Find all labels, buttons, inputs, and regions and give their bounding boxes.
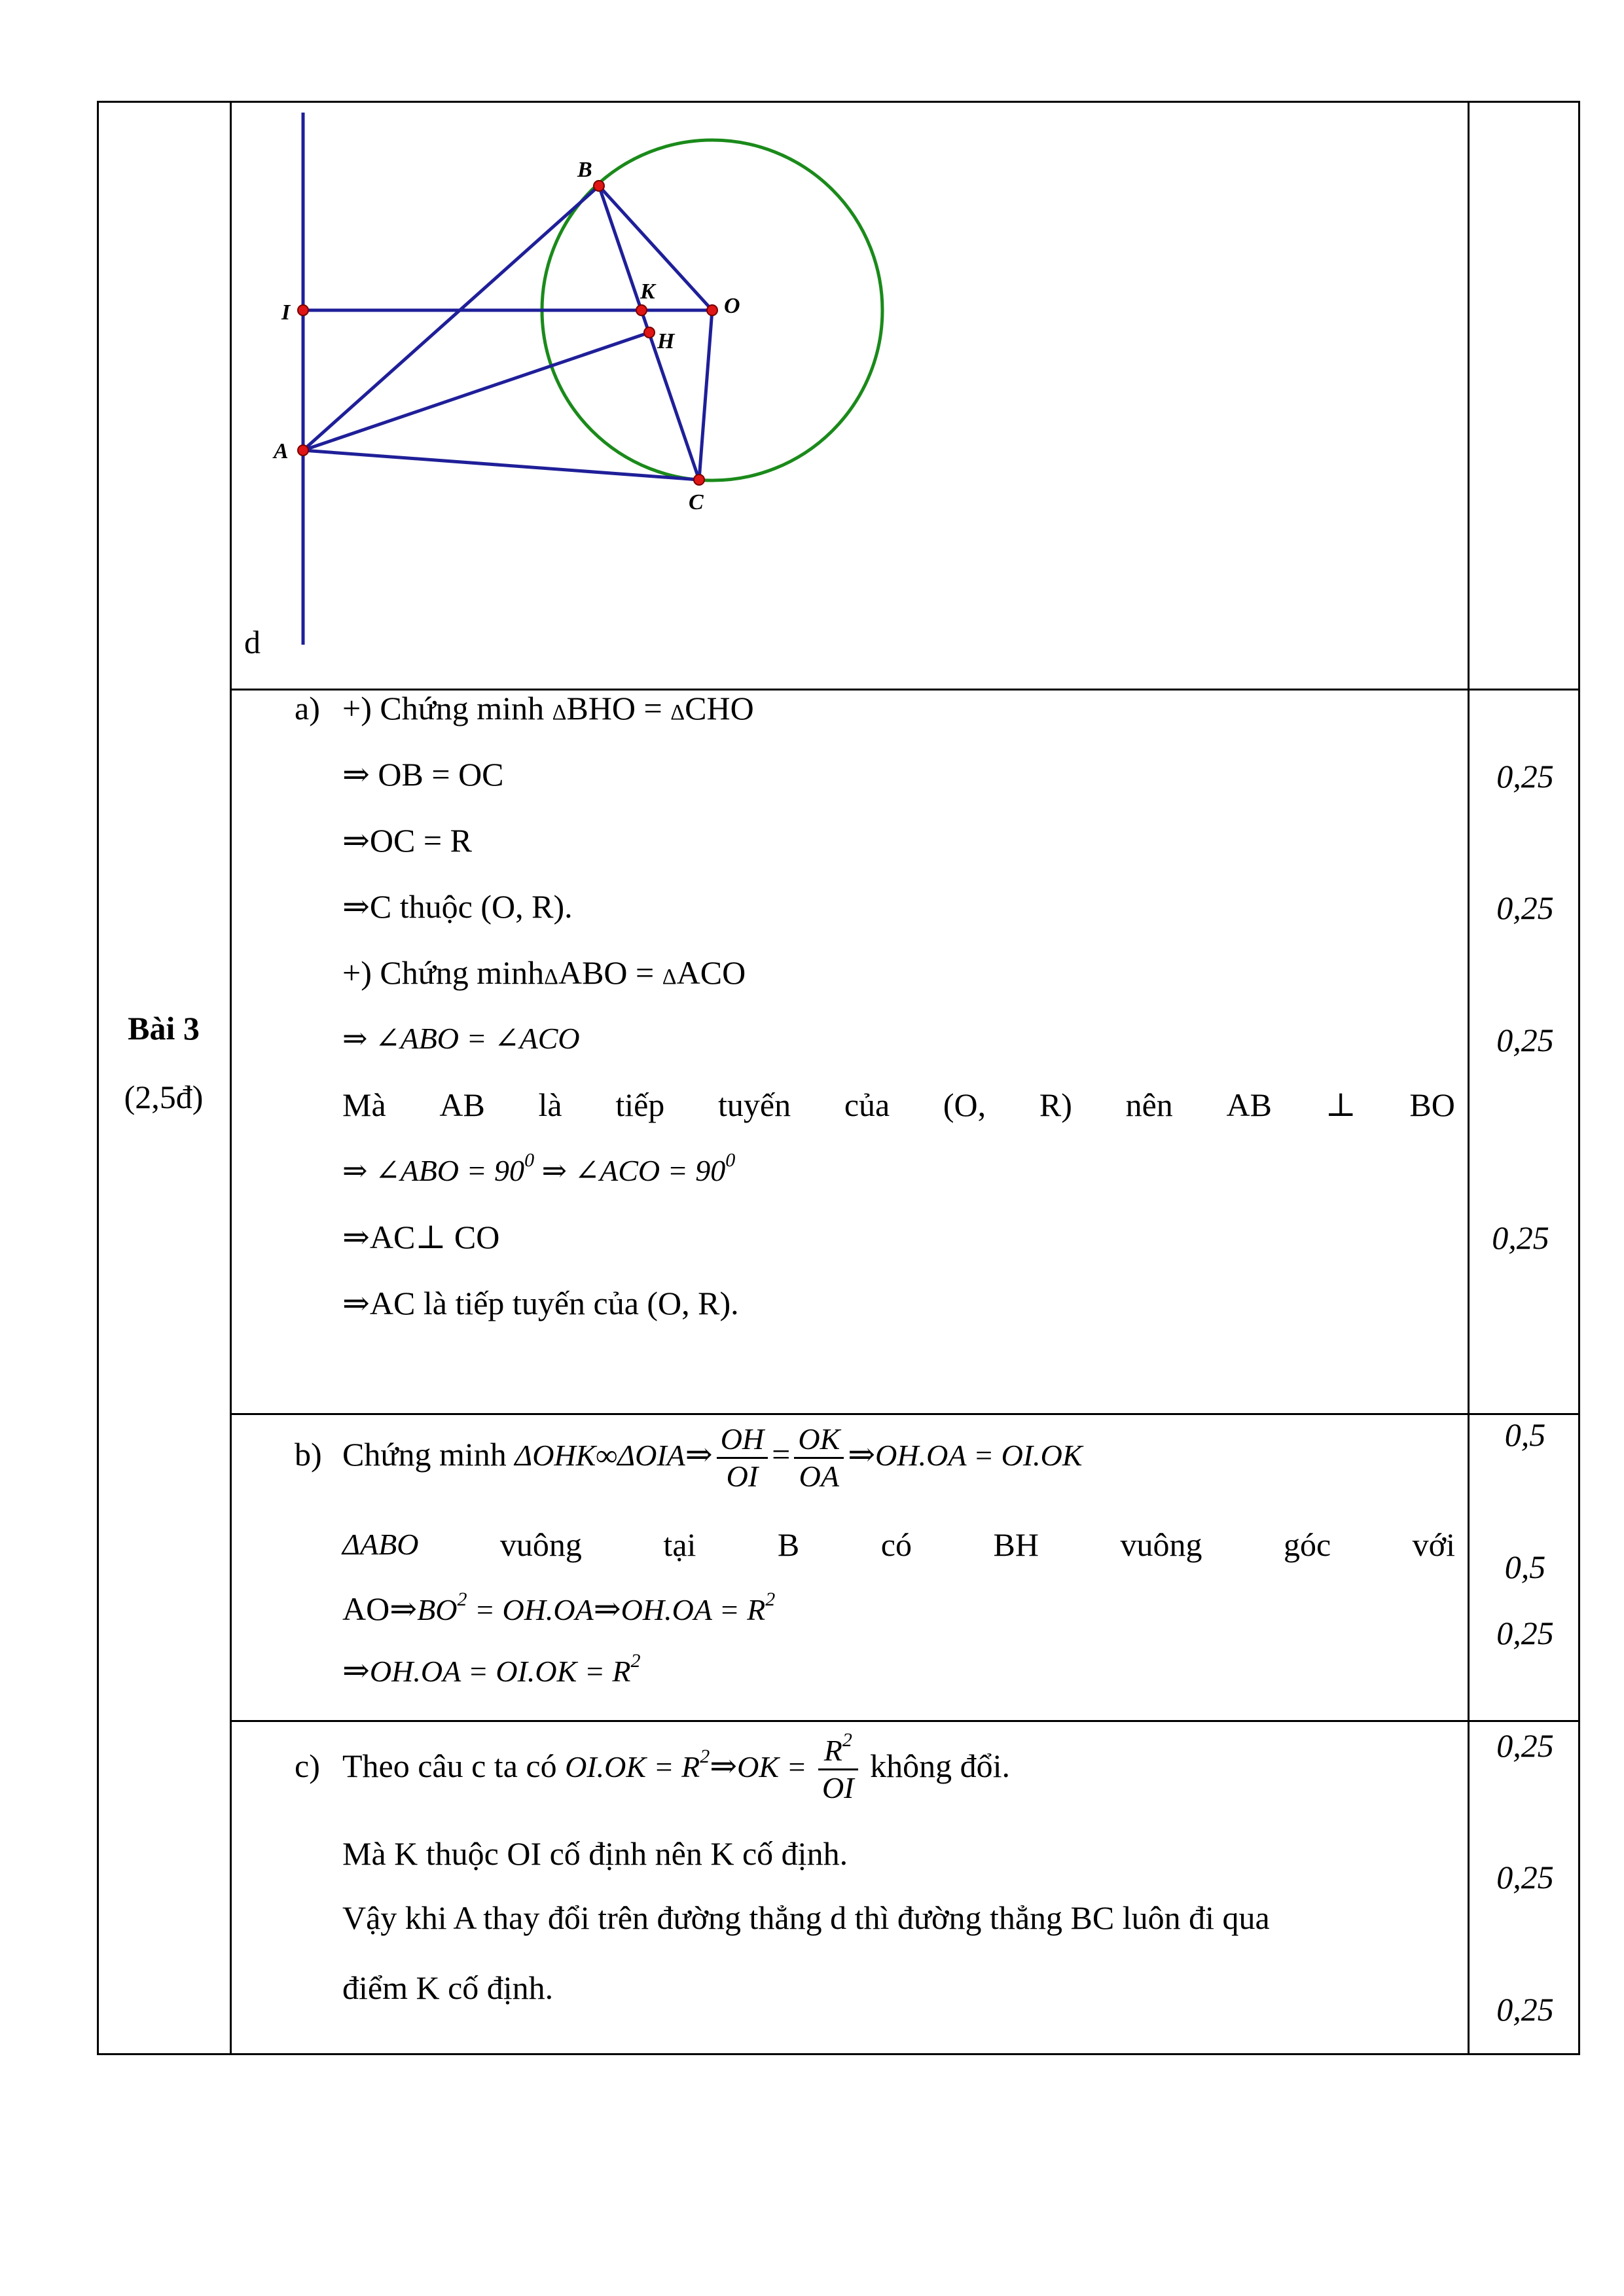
fraction-numerator <box>818 1729 858 1770</box>
fraction-denominator: OI <box>822 1771 854 1805</box>
score: 0,25 <box>1496 1991 1554 2028</box>
triangle-symbol: Δ <box>662 965 677 989</box>
part-a-text: C thuộc (O, R). <box>369 888 573 925</box>
part-a-text: ∠ABO = 90 <box>375 1154 525 1187</box>
word: BO <box>1409 1086 1455 1123</box>
implies-symbol: ⇒ <box>685 1436 713 1473</box>
word: tuyến <box>718 1086 791 1123</box>
superscript: 0 <box>524 1149 535 1171</box>
word: vuông <box>499 1526 582 1563</box>
part-a-line5 <box>342 953 746 997</box>
superscript: 0 <box>725 1149 736 1171</box>
math-expression <box>621 1588 776 1626</box>
implies-symbol: ⇒ <box>593 1590 621 1627</box>
word: AB <box>439 1086 485 1123</box>
problem-title: Bài 3 <box>128 1010 200 1047</box>
part-a-line9 <box>342 1217 499 1257</box>
word: vuông <box>1120 1526 1202 1563</box>
geometry-figure <box>236 105 923 681</box>
label-k: K <box>640 279 655 304</box>
row-divider <box>230 1720 1580 1722</box>
fraction-denominator: OI <box>726 1460 759 1494</box>
part-a-text: +) Chứng minh <box>342 954 545 991</box>
implies-symbol: ⇒ <box>848 1436 876 1473</box>
implies-symbol: ⇒ <box>342 756 370 793</box>
superscript: 2 <box>765 1588 776 1610</box>
part-b-line1: Chứng minh ΔOHK∞ΔOIA⇒ $\frac{OH}{OI}$ = $\frac{OK}{OA}$ ⇒OH.OA = OI.OK <box>342 1422 1083 1494</box>
label-o: O <box>724 294 740 318</box>
word: có <box>880 1526 912 1563</box>
part-c-line3: Vậy khi A thay đổi trên đường thẳng d thì đường thẳng BC luôn đi qua <box>342 1899 1270 1936</box>
part-a-text: ABO = <box>558 954 662 991</box>
part-a-text: OB = OC <box>378 756 504 793</box>
math-expression: ΔOHK∞ΔOIA <box>514 1439 685 1472</box>
part-c-line1 <box>342 1727 1010 1806</box>
label-h: H <box>657 329 675 353</box>
word: B <box>777 1526 800 1563</box>
part-c-marker: c) <box>295 1748 320 1784</box>
math-term: R <box>823 1734 842 1768</box>
word: BH <box>993 1526 1039 1563</box>
part-a-text: BHO = <box>566 690 671 726</box>
part-b-marker: b) <box>295 1436 322 1473</box>
word: nên <box>1125 1086 1173 1123</box>
label-d: d <box>244 624 261 660</box>
part-a-text: ∠ACO = 90 <box>574 1154 726 1187</box>
implies-symbol: ⇒ <box>342 1022 368 1055</box>
score: 0,25 <box>1496 1022 1554 1058</box>
math-expression: OK = <box>737 1750 815 1784</box>
implies-symbol: ⇒ <box>710 1748 738 1784</box>
math-expression <box>565 1746 710 1784</box>
word: góc <box>1283 1526 1331 1563</box>
part-a-text: OC = R <box>369 822 472 859</box>
point-h <box>644 327 655 338</box>
part-a-line8 <box>342 1151 735 1191</box>
part-b-text: Chứng minh <box>342 1436 507 1473</box>
word: với <box>1412 1526 1455 1563</box>
superscript: 2 <box>457 1588 467 1610</box>
score: 0,25 <box>1496 758 1554 795</box>
math-expression: OH.OA = OI.OK <box>875 1439 1083 1472</box>
part-b-line4 <box>342 1651 640 1691</box>
part-b-line2 <box>342 1525 1455 1564</box>
superscript: 2 <box>630 1650 641 1672</box>
part-c-line4: điểm K cố định. <box>342 1969 554 2006</box>
triangle-symbol: Δ <box>544 965 558 989</box>
triangle-symbol: Δ <box>552 700 567 725</box>
fraction-numerator: OK <box>794 1422 844 1459</box>
implies-symbol: ⇒ <box>541 1154 568 1187</box>
math-term: OH.OA = OI.OK = R <box>369 1655 631 1688</box>
math-term: BO <box>417 1593 458 1626</box>
part-a-line6 <box>342 1019 580 1058</box>
score: 0,5 <box>1504 1416 1546 1453</box>
word: tại <box>663 1526 696 1563</box>
part-a-line2 <box>342 755 504 794</box>
implies-symbol: ⇒ <box>342 1219 370 1255</box>
problem-points: (2,5đ) <box>124 1079 204 1115</box>
implies-symbol: ⇒ <box>342 1652 370 1689</box>
label-a: A <box>274 439 289 463</box>
points <box>298 181 717 485</box>
word: Mà <box>342 1086 386 1123</box>
point-a <box>298 445 308 456</box>
part-c-text: không đổi. <box>870 1748 1010 1784</box>
implies-symbol: ⇒ <box>342 1285 370 1321</box>
implies-symbol: ⇒ <box>342 1154 368 1187</box>
part-c-line2: Mà K thuộc OI cố định nên K cố định. <box>342 1835 848 1872</box>
implies-symbol: ⇒ <box>342 888 370 925</box>
part-a-text: AC là tiếp tuyến của (O, R). <box>369 1285 739 1321</box>
triangle-symbol: Δ <box>670 700 685 725</box>
superscript: 2 <box>842 1729 852 1751</box>
part-a-line10 <box>342 1283 739 1323</box>
score: 0,5 <box>1504 1549 1546 1585</box>
superscript: 2 <box>700 1746 710 1767</box>
word: của <box>844 1086 890 1123</box>
math-expression <box>417 1588 594 1626</box>
part-a-text: +) Chứng minh <box>342 690 545 726</box>
fraction <box>818 1729 858 1806</box>
point-o <box>707 305 717 315</box>
part-a-line3 <box>342 821 472 860</box>
column-divider <box>230 103 232 2053</box>
part-a-text: CHO <box>685 690 754 726</box>
word: AB <box>1226 1086 1272 1123</box>
part-b-line3 <box>342 1589 775 1630</box>
score: 0,25 <box>1492 1219 1549 1256</box>
part-a-tangent-line <box>342 1085 1455 1124</box>
math-term: = OH.OA <box>467 1593 594 1626</box>
point-k <box>636 305 647 315</box>
implies-symbol: ⇒ <box>342 822 370 859</box>
label-b: B <box>577 158 592 182</box>
math-expression <box>369 1650 641 1688</box>
fraction <box>794 1422 844 1494</box>
point-c <box>694 475 704 485</box>
fraction <box>717 1422 768 1494</box>
point-b <box>594 181 604 191</box>
fraction-denominator: OA <box>799 1460 839 1494</box>
part-a-text: ∠ABO = ∠ACO <box>375 1022 580 1055</box>
math-term: OH.OA = R <box>621 1593 766 1626</box>
score: 0,25 <box>1496 1859 1554 1895</box>
label-i: I <box>281 300 291 325</box>
word: ⊥ <box>1325 1086 1356 1123</box>
fraction-numerator: OH <box>717 1422 768 1459</box>
score: 0,25 <box>1496 1615 1554 1651</box>
part-a-text: AC⊥ CO <box>369 1219 500 1255</box>
point-i <box>298 305 308 315</box>
part-c-text: Theo câu c ta có <box>342 1748 557 1784</box>
word: là <box>538 1086 562 1123</box>
part-a-line1 <box>342 689 754 732</box>
word: R) <box>1039 1086 1072 1123</box>
word: tiếp <box>615 1086 665 1123</box>
label-c: C <box>689 490 704 514</box>
part-a-text: ACO <box>676 954 746 991</box>
part-a-marker: a) <box>295 690 320 726</box>
word: ΔABO <box>342 1528 419 1561</box>
implies-symbol: ⇒ <box>389 1590 418 1627</box>
score: 0,25 <box>1496 889 1554 926</box>
score: 0,25 <box>1496 1727 1554 1764</box>
part-b-text: AO <box>342 1590 390 1627</box>
math-term: OI.OK = R <box>565 1750 700 1784</box>
word: (O, <box>943 1086 986 1123</box>
part-a-line4 <box>342 887 573 926</box>
